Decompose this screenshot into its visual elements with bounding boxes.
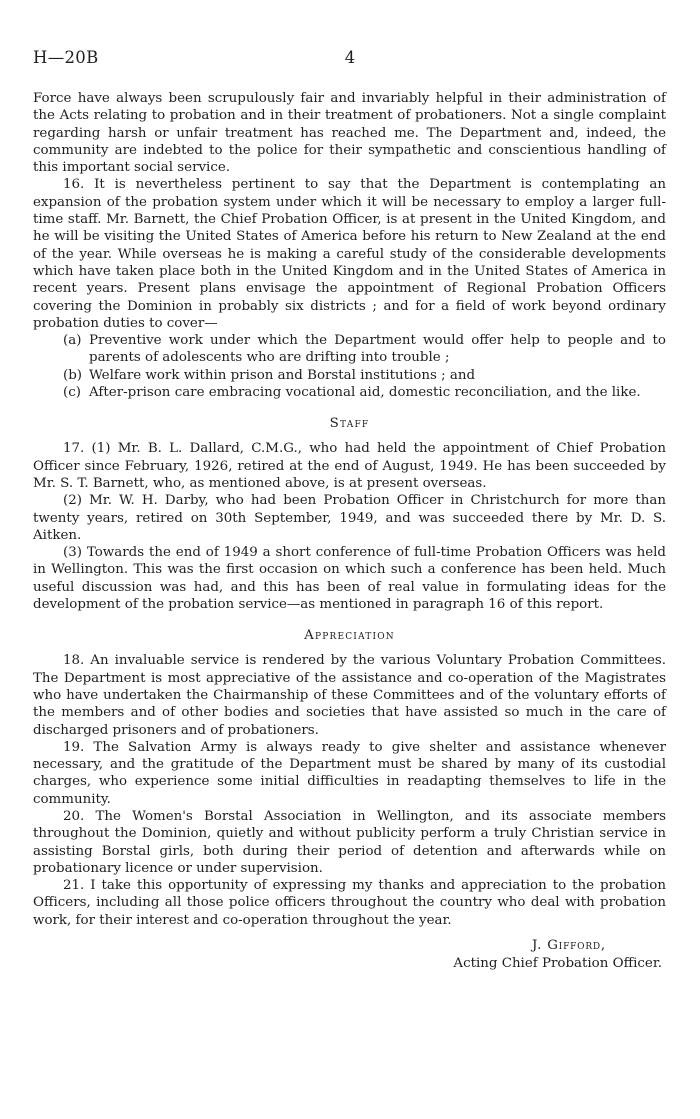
document-body (33, 90, 666, 973)
paragraph-18: 18. An invaluable service is rendered by the various Voluntary Probation Committees. The Department is most appreciative of the assistance and co-operation of the Magistrates who have undertaken the Chairmanship of these Committees and of the voluntary efforts of the members and of other bodies and societies that have assisted so much in the care of discharged prisoners and of probationers. (33, 653, 666, 738)
list-item-label: (a) (63, 333, 82, 349)
page-header (33, 48, 667, 72)
signatory-name: J. Gifford, (531, 938, 606, 954)
paragraph-21: 21. I take this opportunity of expressing my thanks and appreciation to the probation Officers, including all those police officers throughout the country who deal with probation work, for their interest and co-operation throughout the year. (33, 878, 666, 928)
paragraph-17-3: (3) Towards the end of 1949 a short conference of full-time Probation Officers was held in Wellington. This was the first occasion on which such a conference has been held. Much useful discussion was had, and this has been of real value in formulating ideas for the development of the probation service—as mentioned in paragraph 16 of this report. (33, 545, 666, 613)
paragraph-continued: Force have always been scrupulously fair and invariably helpful in their administration of the Acts relating to probation and in their treatment of probationers. Not a single complaint regarding harsh or unfair treatment has reached me. The Department and, indeed, the community are indebted to the police for their sympathetic and conscientious handling of this important social service. (33, 91, 666, 176)
paragraph-20: 20. The Women's Borstal Association in Wellington, and its associate members throughout the Dominion, quietly and without publicity perform a truly Christian service in assisting Borstal girls, both during their period of detention and afterwards while on probationary licence or under supervision. (33, 808, 666, 876)
page-number: 4 (344, 48, 356, 67)
list-item-text: Welfare work within prison and Borstal institutions ; and (89, 367, 476, 383)
paragraph-17-2: (2) Mr. W. H. Darby, who had been Probation Officer in Christchurch for more than twenty years, retired on 30th September, 1949, and was succeeded there by Mr. D. S. Aitken. (33, 493, 666, 543)
list-item-text: Preventive work under which the Department would offer help to people and to parents of adolescents who are drifting into trouble ; (89, 333, 666, 366)
list-item-label: (c) (63, 385, 81, 401)
heading-staff: Staff (329, 416, 370, 432)
list-item-c (63, 384, 666, 401)
signatory-title: Acting Chief Probation Officer. (453, 956, 662, 972)
paragraph-16: 16. It is nevertheless pertinent to say that the Department is contemplating an expansion of the probation system under which it will be necessary to employ a larger full-time staff. Mr. Barnett, the Chief Probation Officer, is at present in the United Kingdom, and he will be visiting the United States of America before his return to New Zealand at the end of the year. While overseas he is making a careful study of the considerable developments which have taken place both in the United Kingdom and in the United States of America in recent years. Present plans envisage the appointment of Regional Probation Officers covering the Dominion in probably six districts ; and for a field of work beyond ordinary probation duties to cover— (33, 177, 666, 331)
list-item-a (63, 332, 666, 367)
list-item-text: After-prison care embracing vocational aid, domestic reconciliation, and the like. (89, 385, 641, 401)
list-item-b (63, 367, 666, 384)
heading-appreciation: Appreciation (304, 628, 395, 644)
signature-block (33, 937, 666, 973)
paragraph-17-1: 17. (1) Mr. B. L. Dallard, C.M.G., who had held the appointment of Chief Probation Officer since February, 1926, retired at the end of August, 1949. He has been succeeded by Mr. S. T. Barnett, who, as mentioned above, is at present overseas. (33, 441, 666, 491)
document-reference: H—20B (33, 48, 99, 67)
paragraph-19: 19. The Salvation Army is always ready to give shelter and assistance whenever necessary, and the gratitude of the Department must be shared by many of its custodial charges, who experience some initial difficulties in readapting themselves to life in the community. (33, 739, 666, 807)
list-item-label: (b) (63, 367, 83, 383)
